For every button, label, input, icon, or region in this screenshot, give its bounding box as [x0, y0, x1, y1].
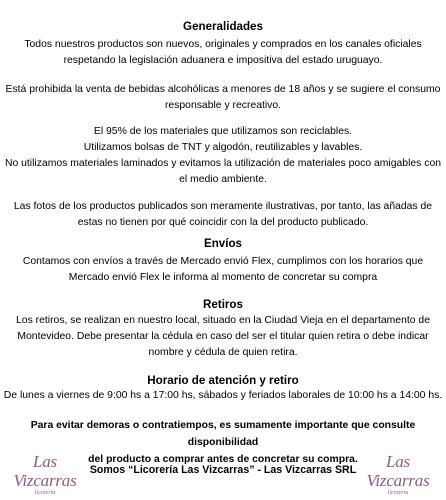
- text-line: Contamos con envíos a través de Mercado envió Flex, cumplimos con los horarios que: [22, 256, 424, 267]
- text-line: del producto a comprar antes de concretar su compra.: [88, 454, 358, 465]
- text-line: estas no tienen por qué coincidir con la del producto publicado.: [77, 217, 369, 228]
- logo-name: Las Vizcarras: [13, 452, 77, 490]
- text-line: Todos nuestros productos son nuevos, originales y comprados en los canales oficiales: [24, 39, 422, 50]
- generalidades-title: Generalidades: [183, 20, 263, 33]
- text-line: Está prohibida la venta de bebidas alcohólicas a menores de 18 años y se sugiere el consumo: [5, 84, 441, 95]
- text-line: responsable y recreativo.: [164, 100, 282, 111]
- horario-title: Horario de atención y retiro: [147, 374, 299, 387]
- footer-text: Somos “Licorería Las Vizcarras” - Las Vizcarras SRL: [89, 464, 357, 476]
- logo-subtitle: licorería: [34, 490, 56, 496]
- text-line: Utilizamos bolsas de TNT y algodón, reutilizables y lavables.: [83, 142, 363, 153]
- text-line: Mercado envió Flex le informa al momento de concretar su compra: [68, 272, 378, 283]
- text-line: Las fotos de los productos publicados son meramente ilustrativas, por tanto, las añadas de: [13, 201, 433, 212]
- text-line: respetando la legislación aduanera e impositiva del estado uruguayo.: [63, 55, 383, 66]
- retiros-paragraph: [0, 313, 446, 361]
- envios-title: Envíos: [203, 237, 242, 250]
- text-line: El 95% de los materiales que utilizamos son reciclables.: [93, 126, 353, 137]
- horario-paragraph: [0, 388, 446, 404]
- text-line: De lunes a viernes de 9:00 hs a 17:00 hs, sábados y feriados laborales de 10:00 hs a 14:00 hs.: [3, 390, 443, 401]
- text-line: Para evitar demoras o contratiempos, es sumamente importante que consulte disponibilidad: [30, 420, 416, 448]
- generalidades-paragraph-3: [0, 124, 446, 188]
- text-line: nombre y cédula de quien retira.: [148, 347, 298, 358]
- logo-subtitle: licorería: [387, 490, 409, 496]
- envios-paragraph: [0, 254, 446, 286]
- generalidades-paragraph-2: [0, 82, 446, 114]
- text-line: el medio ambiente.: [179, 174, 267, 185]
- generalidades-paragraph-1: [0, 37, 446, 69]
- retiros-title: Retiros: [203, 298, 243, 311]
- brand-logo-right: [355, 452, 441, 496]
- text-line: No utilizamos materiales laminados y evitamos la utilización de materiales poco amigables con: [4, 158, 442, 169]
- text-line: Los retiros, se realizan en nuestro local, situado en la Ciudad Vieja en el departamento de: [16, 315, 430, 326]
- text-line: Montevideo. Debe presentar la cédula en caso del ser el titular quien retira o debe indicar: [17, 331, 429, 342]
- generalidades-paragraph-4: [0, 199, 446, 231]
- logo-name: Las Vizcarras: [366, 452, 430, 490]
